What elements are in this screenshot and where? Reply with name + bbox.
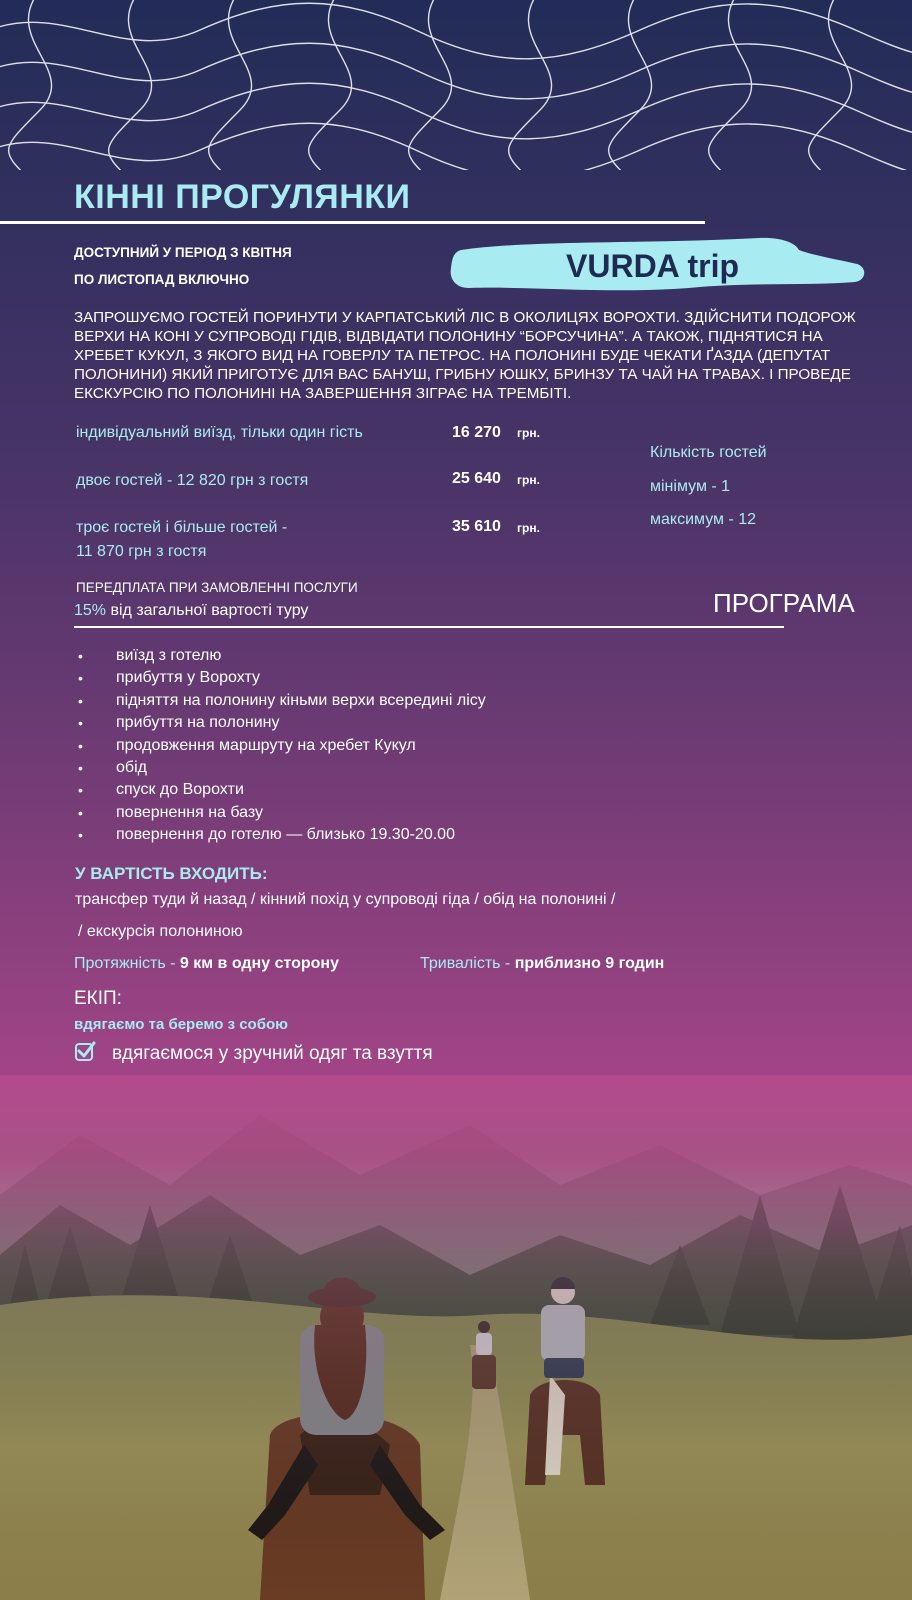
price-amount-single: 16 270: [452, 424, 501, 441]
page-title: КІННІ ПРОГУЛЯНКИ: [74, 178, 411, 216]
price-amount-three: 35 610: [452, 518, 501, 535]
prepayment-description: від загальної вартості туру: [106, 602, 309, 619]
brand-name: VURDA trip: [566, 248, 740, 284]
list-item: [78, 667, 486, 689]
price-label-three-line-2: 11 870 грн з гостя: [76, 543, 207, 560]
prepayment-title: ПЕРЕДПЛАТА ПРИ ЗАМОВЛЕННІ ПОСЛУГИ: [76, 580, 358, 595]
program-item: повернення на базу: [116, 803, 264, 821]
list-item: [78, 735, 486, 757]
program-item: продовження маршруту на хребет Кукул: [116, 736, 416, 754]
list-item: [78, 824, 486, 846]
program-item: прибуття на полонину: [116, 714, 280, 732]
equipment-subtitle: вдягаємо та беремо з собою: [74, 1016, 288, 1033]
prepayment-percent: 15%: [74, 602, 107, 619]
list-item: [78, 690, 486, 712]
distance-value: 9 км в одну сторону: [179, 955, 339, 972]
list-item: [78, 757, 486, 779]
horse-riding-photo: [0, 1075, 912, 1600]
distance-label: Протяжність -: [74, 955, 180, 972]
list-item: [78, 712, 486, 734]
list-item: [78, 645, 486, 667]
bullet: •: [78, 670, 83, 687]
included-line-2: / екскурсія полониною: [78, 923, 243, 940]
program-item: підняття на полонину кіньми верхи всередині лісу: [116, 691, 486, 709]
price-label-three-line-1: троє гостей і більше гостей -: [76, 519, 288, 536]
prepayment-text: [74, 602, 308, 620]
included-title: У ВАРТІСТЬ ВХОДИТЬ:: [75, 864, 268, 883]
program-item: виїзд з готелю: [116, 647, 222, 664]
availability-line-2: ПО ЛИСТОПАД ВКЛЮЧНО: [74, 272, 250, 287]
bullet: •: [78, 804, 83, 821]
guests-max: максимум - 12: [650, 511, 757, 528]
program-underline: [74, 626, 784, 628]
list-item: [78, 802, 486, 824]
program-item: повернення до готелю — близько 19.30-20.00: [116, 826, 455, 844]
distance: [74, 955, 339, 973]
availability-line-1: ДОСТУПНИЙ У ПЕРІОД З КВІТНЯ: [74, 245, 292, 260]
check-icon: [74, 1040, 112, 1068]
equipment-title: ЕКІП:: [74, 988, 122, 1009]
price-label-single: індивідуальний виїзд, тільки один гість: [76, 424, 363, 441]
bullet: •: [78, 648, 83, 664]
bullet: •: [78, 737, 83, 754]
program-list: [78, 645, 486, 847]
duration: [420, 955, 664, 973]
wave-pattern: [0, 0, 912, 170]
title-underline: [0, 221, 705, 224]
price-currency: грн.: [517, 426, 540, 440]
price-label-two: двоє гостей - 12 820 грн з гостя: [76, 472, 309, 489]
equipment-item: [74, 1040, 433, 1068]
bullet: •: [78, 782, 83, 799]
bullet: •: [78, 759, 83, 776]
list-item: [78, 779, 486, 801]
program-item: спуск до Ворохти: [116, 781, 244, 799]
bullet: •: [78, 692, 83, 709]
program-item: прибуття у Ворохту: [116, 669, 261, 687]
equipment-item-label: вдягаємося у зручний одяг та взуття: [112, 1043, 433, 1064]
bullet: •: [78, 715, 83, 732]
duration-label: Тривалість -: [420, 955, 515, 972]
included-line-1: трансфер туди й назад / кінний похід у супроводі гіда / обід на полонині /: [75, 891, 616, 908]
guests-title: Кількість гостей: [650, 444, 767, 461]
program-item: обід: [116, 758, 147, 776]
duration-value: приблизно 9 годин: [514, 955, 665, 972]
price-currency: грн.: [517, 521, 540, 535]
bullet: •: [78, 827, 83, 844]
intro-paragraph: ЗАПРОШУЄМО ГОСТЕЙ ПОРИНУТИ У КАРПАТСЬКИЙ ЛІС В ОКОЛИЦЯХ ВОРОХТИ. ЗДІЙСНИТИ ПОДОРОЖ ВЕРХИ НА КОНІ У СУПРОВОДІ ГІДІВ, ВІДВІДАТИ ПОЛОНИНУ “БОРСУЧИНА”. А ТАКОЖ, ПІДНЯТИСЯ НА ХРЕБЕТ КУКУЛ, З ЯКОГО ВИД НА ГОВЕРЛУ ТА ПЕТРОС. НА ПОЛОНИНІ БУДЕ ЧЕКАТИ ҐАЗДА (ДЕПУТАТ ПОЛОНИНИ) ЯКИЙ ПРИГОТУЄ ДЛЯ ВАС БАНУШ, ГРИБНУ ЮШКУ, БРИНЗУ ТА ЧАЙ НА ТРАВАХ. І ПРОВЕДЕ ЕКСКУРСІЮ ПО ПОЛОНИНІ НА ЗАВЕРШЕННЯ ЗІГРАЄ НА ТРЕМБІТІ.: [74, 309, 856, 402]
guests-min: мінімум - 1: [650, 478, 731, 495]
price-currency: грн.: [517, 473, 540, 487]
price-amount-two: 25 640: [452, 470, 501, 487]
program-title: ПРОГРАМА: [713, 588, 855, 618]
